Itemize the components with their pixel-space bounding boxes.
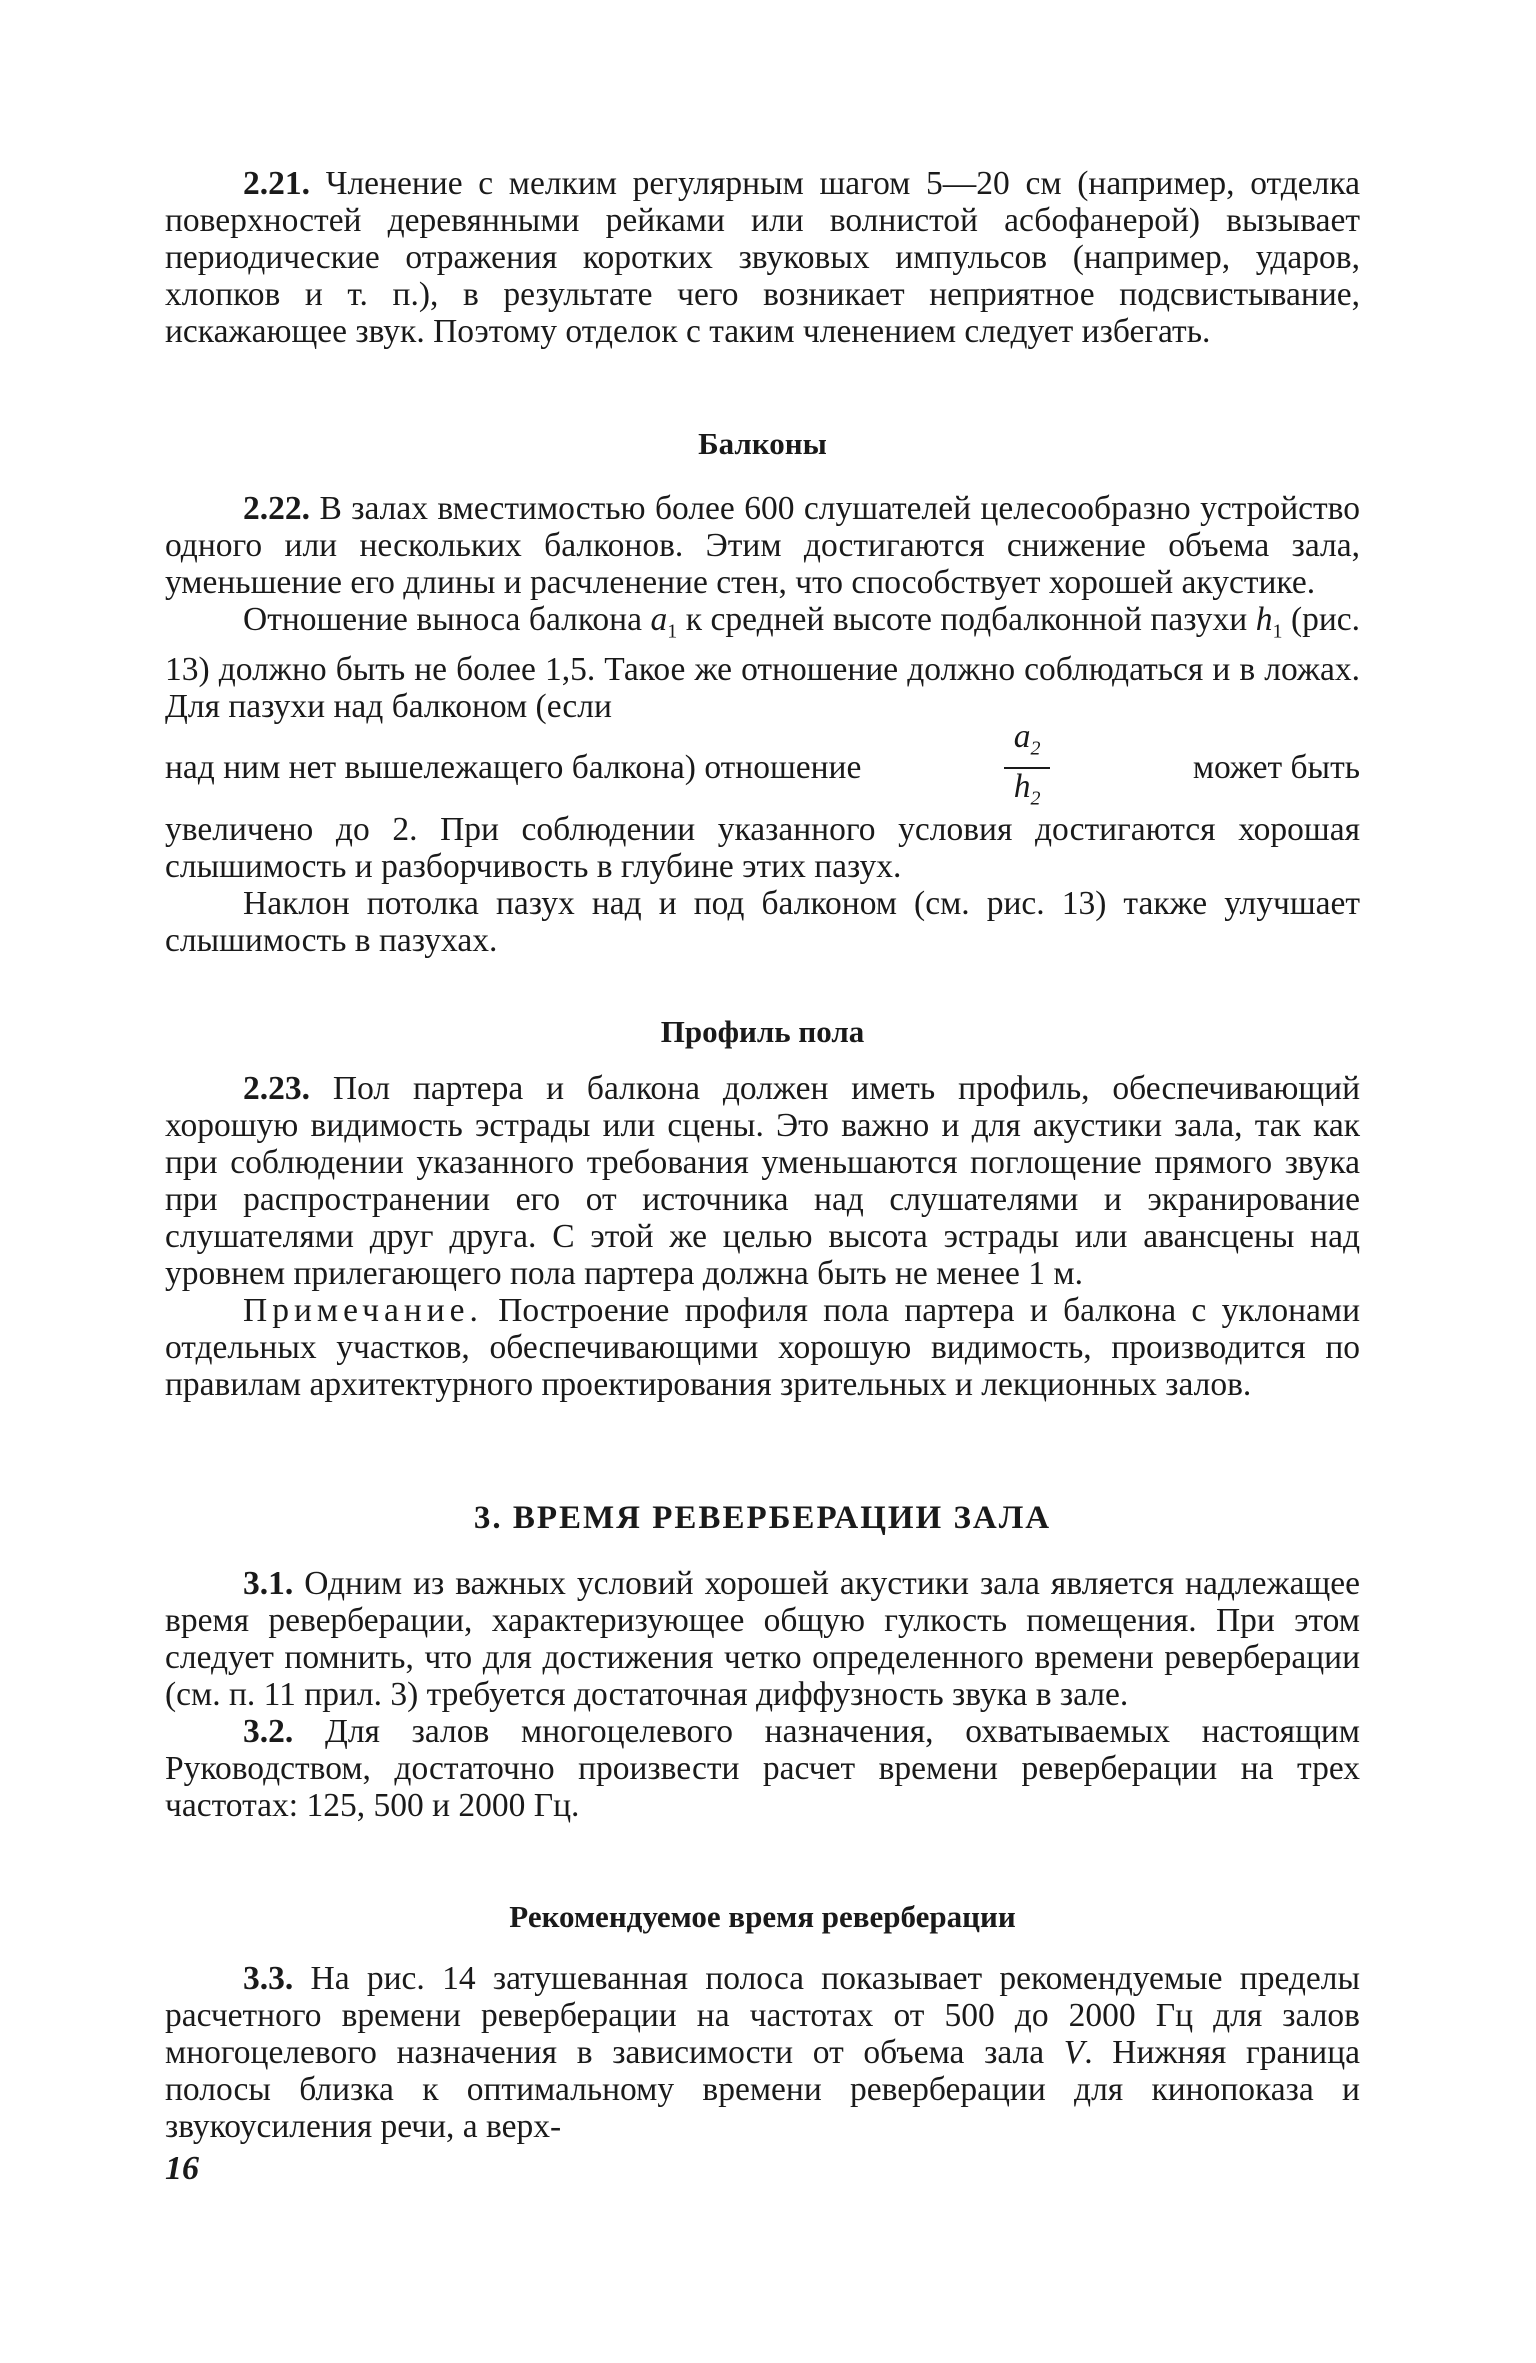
subscript: 1 — [667, 620, 678, 643]
variable-a: a — [650, 601, 668, 638]
note-label: Примечание. — [243, 1292, 483, 1329]
note-text: Построение профиля пола партера и балкона с уклонами отдельных участков, обеспечивающими хорошую видимость, производится по правилам архитектурного проектирования зрительных и лекционных залов. — [165, 1292, 1360, 1403]
clause-number: 3.2. — [243, 1713, 294, 1750]
paragraph-text: Пол партера и балкона должен иметь профиль, обеспечивающий хорошую видимость эстрады или сцены. Это важно и для акустики зала, так как при соблюдении указанного требования уменьшаются поглощение прямого звука при распространении его от источника над слушателями и экранирование слушателями друг друга. С этой же целью высота эстрады или авансцены над уровнем прилегающего пола партера должна быть не менее 1 м. — [165, 1070, 1360, 1292]
section-heading: Рекомендуемое время реверберации — [509, 1899, 1016, 1934]
page-number: 16 — [165, 2150, 199, 2187]
paragraph-2-21 — [165, 165, 1360, 350]
paragraph-2-22 — [165, 490, 1360, 959]
paragraph-3-1 — [165, 1565, 1360, 1824]
paragraph-continuation: увеличено до 2. При соблюдении указанного условия достигаются хорошая слышимость и разборчивость в глубине этих пазух. — [165, 810, 1360, 885]
paragraph-text: Членение с мелким регулярным шагом 5—20 см (например, отделка поверхностей деревянными рейками или волнистой асбофанерой) вызывает периодические отражения коротких звуковых импульсов (например, ударов, хлопков и т. п.), в результате чего возникает неприятное подсвистывание, искажающее звук. Поэтому отделок с таким членением следует избегать. — [165, 165, 1360, 350]
clause-number: 2.21. — [243, 165, 310, 202]
variable-v: V — [1063, 2034, 1085, 2071]
section-heading: Балконы — [698, 426, 827, 461]
text-run: может быть — [1192, 748, 1360, 786]
clause-number: 2.23. — [243, 1070, 310, 1107]
heading-recommended-wrap — [165, 1898, 1360, 1935]
clause-number: 3.3. — [243, 1960, 294, 1997]
subscript: 2 — [1030, 737, 1041, 760]
fraction-line — [165, 718, 1360, 811]
note — [165, 1292, 1360, 1403]
heading-balconies-wrap — [165, 425, 1360, 462]
paragraph-ratio — [165, 601, 1360, 725]
subscript: 1 — [1272, 620, 1283, 643]
section-3-heading-wrap — [165, 1500, 1360, 1537]
variable-h: h — [1255, 601, 1273, 638]
denominator-variable: h — [1013, 767, 1031, 805]
heading-floor-wrap — [165, 1013, 1360, 1050]
chapter-heading: 3. ВРЕМЯ РЕВЕРБЕРАЦИИ ЗАЛА — [473, 1500, 1052, 1536]
paragraph-text: Для залов многоцелевого назначения, охватываемых настоящим Руководством, достаточно произвести расчет времени реверберации на трех частотах: 125, 500 и 2000 Гц. — [165, 1713, 1361, 1824]
numerator-variable: a — [1013, 718, 1031, 755]
text-run: Отношение выноса балкона — [243, 601, 642, 638]
clause-number: 2.22. — [243, 490, 310, 527]
text-run: (рис. 13) должно быть не более 1,5. Такое же отношение должно соблюдаться и в ложах. Для пазухи над балконом (если — [165, 601, 1361, 725]
text-run: . Нижняя граница полосы близка к оптимальному времени реверберации для кинопоказа и звукоусиления речи, а верх- — [165, 2034, 1360, 2145]
text-run: над ним нет вышележащего балкона) отношение — [165, 748, 862, 786]
clause-number: 3.1. — [243, 1565, 294, 1602]
section-heading: Профиль пола — [660, 1014, 865, 1049]
paragraph-text: Одним из важных условий хорошей акустики зала является надлежащее время реверберации, характеризующее общую гулкость помещения. При этом следует помнить, что для достижения четко определенного времени реверберации (см. п. 11 прил. 3) требуется достаточная диффузность звука в зале. — [165, 1565, 1360, 1713]
paragraph-ceiling: Наклон потолка пазух над и под балконом (см. рис. 13) также улучшает слышимость в пазухах. — [165, 884, 1360, 959]
text-run: На рис. 14 затушеванная полоса показывает рекомендуемые пределы расчетного времени реверберации на частотах от 500 до 2000 Гц для залов многоцелевого назначения в зависимости от объема зала — [165, 1960, 1361, 2071]
text-run: к средней высоте подбалконной пазухи — [685, 601, 1248, 638]
fraction-a2-h2 — [1004, 719, 1051, 816]
paragraph-2-23 — [165, 1070, 1360, 1403]
paragraph-3-3 — [165, 1960, 1360, 2145]
paragraph-text: В залах вместимостью более 600 слушателей целесообразно устройство одного или нескольких балконов. Этим достигаются снижение объема зала, уменьшение его длины и расчленение стен, что способствует хорошей акустике. — [165, 490, 1361, 601]
subscript: 2 — [1030, 787, 1041, 810]
